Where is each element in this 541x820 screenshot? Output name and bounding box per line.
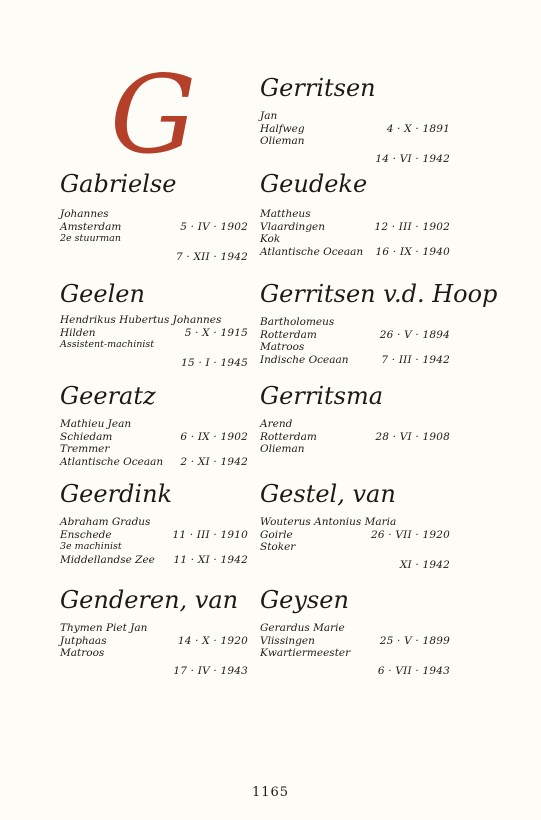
entry-line: [260, 153, 450, 166]
entry-geelen: [60, 280, 248, 369]
entry-line: [260, 233, 450, 246]
entry-line: [60, 443, 248, 456]
entry-line: [260, 208, 450, 221]
entry-line: [60, 554, 248, 567]
surname: Geeratz: [60, 382, 156, 410]
given-names: Mattheus: [260, 208, 311, 220]
death-date: 17 · IV · 1943: [173, 664, 248, 677]
given-names: Jan: [260, 110, 278, 122]
entry-line: [60, 635, 248, 648]
entry-line: [260, 316, 450, 329]
entry-line: [60, 647, 248, 660]
entry-line: [60, 541, 248, 554]
birthplace: Schiedam: [60, 430, 113, 443]
death-date: 15 · I · 1945: [181, 356, 248, 369]
given-names: Hendrikus Hubertus Johannes: [60, 314, 222, 326]
entry-line: [60, 327, 248, 340]
birth-date: 28 · VI · 1908: [375, 430, 450, 443]
death-date: 11 · XI · 1942: [173, 553, 248, 566]
birth-date: 26 · VII · 1920: [371, 528, 450, 541]
entry-line: [60, 314, 248, 327]
entry-line: [260, 559, 450, 572]
birth-date: 11 · III · 1910: [172, 528, 248, 541]
place-of-death: Atlantische Oceaan: [260, 245, 364, 258]
given-names: Arend: [260, 418, 293, 430]
birthplace: Amsterdam: [60, 220, 122, 233]
rank: 2e stuurman: [60, 233, 121, 244]
entry-line: [260, 622, 450, 635]
birth-date: 4 · X · 1891: [386, 122, 450, 135]
given-names: Johannes: [60, 208, 109, 220]
rank: Matroos: [260, 341, 305, 353]
entry-gabrielse: [60, 170, 248, 263]
surname: Geerdink: [60, 480, 173, 508]
rank: Olieman: [260, 135, 305, 147]
rank: Stoker: [260, 541, 296, 553]
death-date: 14 · VI · 1942: [375, 152, 450, 165]
birth-date: 25 · V · 1899: [379, 634, 450, 647]
entry-line: [60, 339, 248, 352]
entry-line: [60, 233, 248, 246]
entry-line: [60, 221, 248, 234]
entry-line: [260, 541, 450, 554]
place-of-death: Atlantische Oceaan: [60, 455, 164, 468]
entry-line: [60, 529, 248, 542]
birth-date: 12 · III · 1902: [374, 220, 450, 233]
page-number: 1165: [251, 785, 290, 800]
surname: Geelen: [60, 280, 145, 308]
entry-line: [260, 418, 450, 431]
birthplace: Goirle: [260, 528, 293, 541]
entry-line: [260, 443, 450, 456]
entry-geerdink: [60, 480, 248, 566]
surname: Gestel, van: [260, 480, 396, 508]
entry-line: [260, 529, 450, 542]
birth-date: 14 · X · 1920: [177, 634, 248, 647]
surname: Gabrielse: [60, 170, 177, 198]
surname: Gerritsma: [260, 382, 384, 410]
birthplace: Vlaardingen: [260, 220, 326, 233]
birthplace: Rotterdam: [260, 430, 317, 443]
entry-line: [260, 635, 450, 648]
rank: Assistent-machinist: [60, 339, 155, 350]
entry-genderen-van: [60, 586, 248, 677]
death-date: 2 · XI · 1942: [180, 455, 248, 468]
entry-geudeke: [260, 170, 450, 258]
rank: Kok: [260, 233, 281, 245]
entry-line: [60, 431, 248, 444]
place-of-death: Indische Oceaan: [260, 353, 349, 366]
place-of-death: Middellandse Zee: [60, 553, 155, 566]
entry-line: [260, 329, 450, 342]
surname: Gerritsen: [260, 74, 376, 102]
death-date: 7 · XII · 1942: [176, 250, 248, 263]
surname: Geysen: [260, 586, 349, 614]
birthplace: Vlissingen: [260, 634, 315, 647]
entry-line: [260, 431, 450, 444]
rank: Matroos: [60, 647, 105, 659]
birth-date: 5 · IV · 1902: [180, 220, 248, 233]
entry-gestel-van: [260, 480, 450, 571]
entry-line: [60, 418, 248, 431]
rank: 3e machinist: [60, 541, 122, 552]
entry-line: [60, 622, 248, 635]
entry-line: [60, 665, 248, 678]
entry-gerritsen: [260, 74, 450, 165]
given-names: Mathieu Jean: [60, 418, 132, 430]
surname: Gerritsen v.d. Hoop: [260, 280, 498, 308]
illuminated-initial: G: [110, 53, 197, 178]
given-names: Abraham Gradus: [60, 516, 151, 528]
entry-line: [260, 354, 450, 367]
entry-line: [260, 123, 450, 136]
rank: Tremmer: [60, 443, 110, 455]
given-names: Bartholomeus: [260, 316, 335, 328]
entry-line: [260, 341, 450, 354]
rank: Olieman: [260, 443, 305, 455]
death-date: 16 · IX · 1940: [375, 245, 450, 258]
given-names: Thymen Piet Jan: [60, 622, 148, 634]
birthplace: Rotterdam: [260, 328, 317, 341]
birthplace: Enschede: [60, 528, 112, 541]
entry-line: [60, 456, 248, 469]
entry-geysen: [260, 586, 450, 677]
birth-date: 26 · V · 1894: [379, 328, 450, 341]
entry-line: [260, 665, 450, 678]
birthplace: Hilden: [60, 326, 96, 339]
given-names: Wouterus Antonius Maria: [260, 516, 397, 528]
entry-line: [260, 221, 450, 234]
entry-line: [260, 246, 450, 259]
entry-line: [260, 110, 450, 123]
entry-line: [60, 208, 248, 221]
birth-date: 6 · IX · 1902: [180, 430, 248, 443]
entry-gerritsen-vd-hoop: [260, 280, 498, 366]
death-date: 7 · III · 1942: [381, 353, 450, 366]
entry-gerritsma: [260, 382, 450, 456]
entry-line: [60, 357, 248, 370]
entry-geeratz: [60, 382, 248, 468]
entry-line: [260, 516, 450, 529]
surname: Genderen, van: [60, 586, 239, 614]
surname: Geudeke: [260, 170, 368, 198]
birthplace: Halfweg: [260, 122, 305, 135]
entry-line: [260, 135, 450, 148]
entry-line: [260, 647, 450, 660]
rank: Kwartiermeester: [260, 647, 351, 659]
given-names: Gerardus Marie: [260, 622, 345, 634]
death-date: XI · 1942: [399, 558, 450, 571]
birthplace: Jutphaas: [60, 634, 107, 647]
entry-line: [60, 251, 248, 264]
death-date: 6 · VII · 1943: [377, 664, 450, 677]
entry-line: [60, 516, 248, 529]
birth-date: 5 · X · 1915: [184, 326, 248, 339]
